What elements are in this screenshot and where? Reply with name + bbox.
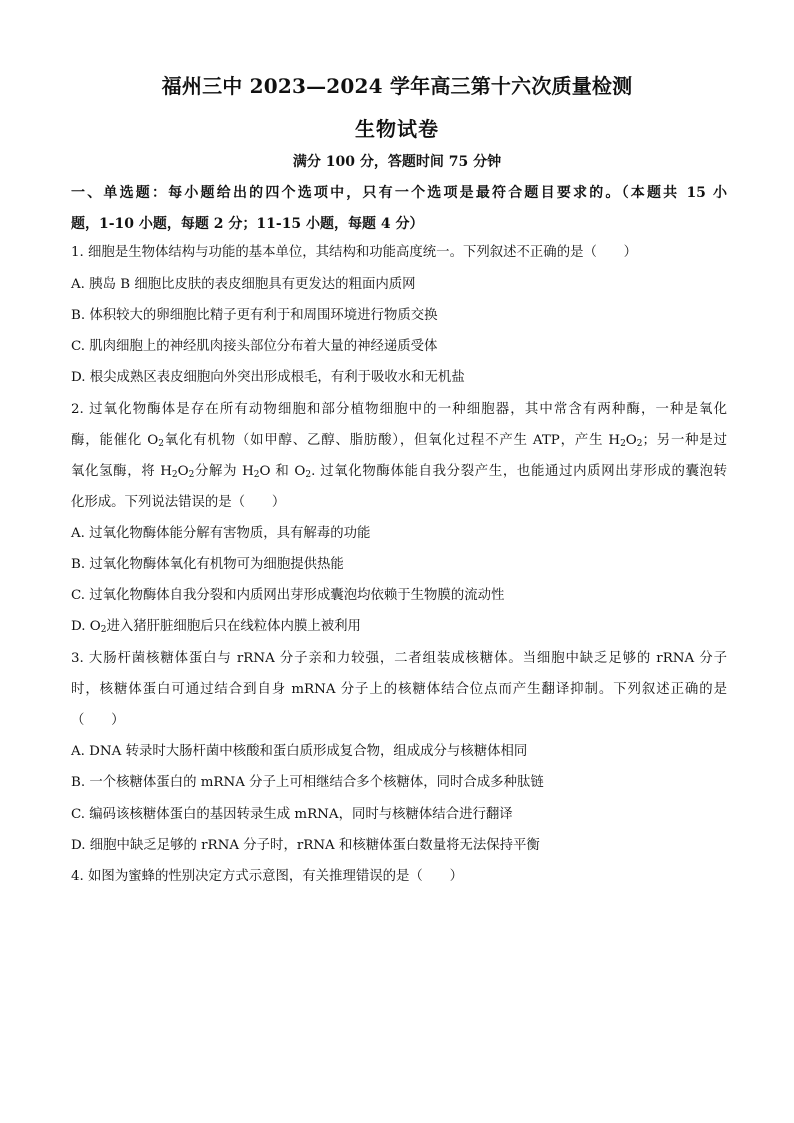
q1-option-d: D. 根尖成熟区表皮细胞向外突出形成根毛，有利于吸收水和无机盐 <box>71 370 465 385</box>
q2-stem-line3: 氧化氢酶，将 $H_2O_2$分解为 $H_2O$ 和 $O_2$. 过氧化物酶体能自我分裂产生，也能通过内质网出芽形成的囊泡转 <box>71 464 727 480</box>
q4-stem: 4. 如图为蜜蜂的性别决定方式示意图，有关推理错误的是（ ） <box>71 869 463 884</box>
q2-option-b: B. 过氧化物酶体氧化有机物可为细胞提供热能 <box>71 557 344 572</box>
q3-stem-line1: 3. 大肠杆菌核糖体蛋白与 rRNA 分子亲和力较强，二者组装成核糖体。当细胞中缺乏足够的 rRNA 分子 <box>71 651 727 666</box>
q1-option-c: C. 肌肉细胞上的神经肌肉接头部位分布着大量的神经递质受体 <box>71 339 438 354</box>
q2-option-c: C. 过氧化物酶体自我分裂和内质网出芽形成囊泡均依赖于生物膜的流动性 <box>71 588 505 603</box>
q1-option-a: A. 胰岛 B 细胞比皮肤的表皮细胞具有更发达的粗面内质网 <box>71 277 416 292</box>
q3-option-c: C. 编码该核糖体蛋白的基因转录生成 mRNA，同时与核糖体结合进行翻译 <box>71 807 513 822</box>
q2-option-d: D. $O_2$进入猪肝脏细胞后只在线粒体内膜上被利用 <box>71 619 361 635</box>
q2-stem-line4: 化形成。下列说法错误的是（ ） <box>71 495 286 510</box>
q2-stem-line2: 酶，能催化 $O_2$氧化有机物（如甲醇、乙醇、脂肪酸），但氧化过程不产生 ATP，产生 $H_2O_2$；另一种是过 <box>71 433 728 449</box>
q1-option-b: B. 体积较大的卵细胞比精子更有利于和周围环境进行物质交换 <box>71 308 438 323</box>
exam-title: 福州三中 2023—2024 学年高三第十六次质量检测 <box>161 74 633 98</box>
q3-stem-line2: 时，核糖体蛋白可通过结合到自身 mRNA 分子上的核糖体结合位点而产生翻译抑制。下列叙述正确的是 <box>71 682 727 697</box>
q3-option-b: B. 一个核糖体蛋白的 mRNA 分子上可相继结合多个核糖体，同时合成多种肽链 <box>71 775 544 790</box>
q2-stem-line1: 2. 过氧化物酶体是存在所有动物细胞和部分植物细胞中的一种细胞器，其中常含有两种酶，一种是氧化 <box>71 402 727 417</box>
q3-option-d: D. 细胞中缺乏足够的 rRNA 分子时，rRNA 和核糖体蛋白数量将无法保持平衡 <box>71 838 540 853</box>
q2-option-a: A. 过氧化物酶体能分解有害物质，具有解毒的功能 <box>71 526 371 541</box>
q3-stem-line3: （ ） <box>71 713 125 728</box>
q3-option-a: A. DNA 转录时大肠杆菌中核酸和蛋白质形成复合物，组成成分与核糖体相同 <box>71 744 528 759</box>
exam-subtitle: 生物试卷 <box>355 117 439 141</box>
q1-stem: 1. 细胞是生物体结构与功能的基本单位，其结构和功能高度统一。下列叙述不正确的是（ ） <box>71 245 638 260</box>
section-heading-line1: 一、单选题：每小题给出的四个选项中，只有一个选项是最符合题目要求的。（本题共 15 小 <box>71 185 727 201</box>
exam-info: 满分 100 分，答题时间 75 分钟 <box>292 154 502 170</box>
section-heading-line2: 题，1-10 小题，每题 2 分；11-15 小题，每题 4 分） <box>71 216 424 232</box>
